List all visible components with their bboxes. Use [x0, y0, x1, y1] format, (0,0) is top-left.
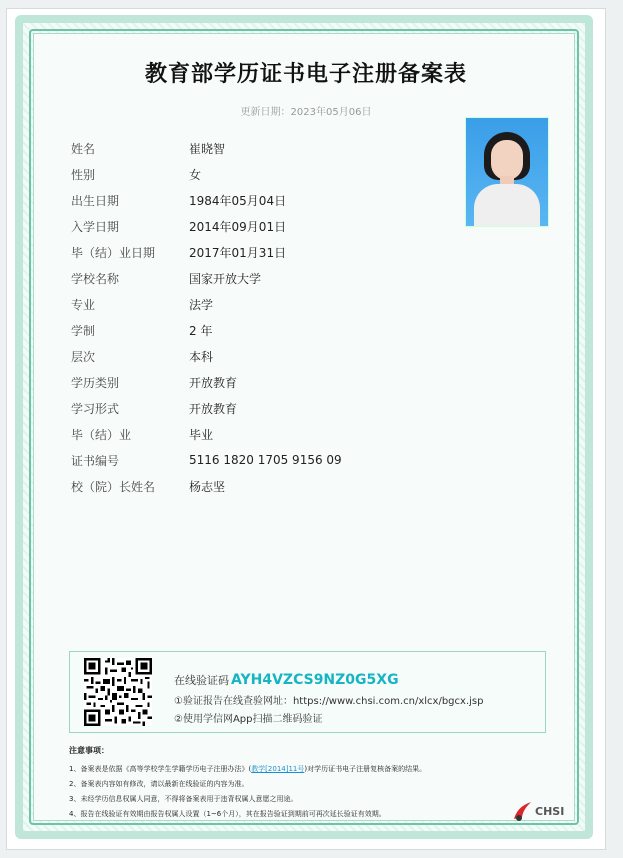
field-label: 学历类别	[71, 375, 120, 390]
info-table	[71, 135, 451, 499]
notes-section	[69, 745, 539, 822]
field-row	[71, 473, 451, 499]
field-row	[71, 369, 451, 395]
verify-app-line: ②使用学信网App扫描二维码验证	[174, 714, 323, 725]
field-value: 5116 1820 1705 9156 09	[189, 453, 342, 467]
field-row	[71, 447, 451, 473]
field-label: 出生日期	[71, 193, 120, 208]
chsi-logo-icon	[511, 799, 535, 823]
field-value: 国家开放大学	[189, 271, 262, 286]
document-sheet	[6, 8, 606, 850]
field-value: 本科	[189, 349, 214, 364]
note-item: 3、未经学历信息权属人同意，不得将备案表用于违背权属人意愿之用途。	[69, 795, 298, 803]
regulation-link[interactable]: 教学[2014]11号	[251, 765, 305, 773]
field-value: 2017年01月31日	[189, 245, 287, 260]
notes-title: 注意事项：	[69, 746, 109, 755]
field-row	[71, 187, 451, 213]
note-item	[69, 762, 539, 777]
verification-code-line	[174, 672, 399, 688]
field-row	[71, 421, 451, 447]
field-label: 证书编号	[71, 453, 120, 468]
field-label: 入学日期	[71, 219, 120, 234]
note-item: 4、报告在线验证有效期由报告权属人设置（1~6个月），其在报告验证到期前可再次延长验证有效期。	[69, 810, 386, 818]
field-label: 学校名称	[71, 271, 120, 286]
field-row	[71, 395, 451, 421]
field-value: 开放教育	[189, 401, 238, 416]
field-value: 杨志坚	[189, 479, 226, 494]
page-title: 教育部学历证书电子注册备案表	[144, 62, 467, 87]
field-label: 专业	[71, 297, 96, 312]
note-1-suffix: )对学历证书电子注册复核备案的结果。	[304, 765, 427, 773]
field-row	[71, 265, 451, 291]
field-value: 2 年	[189, 323, 213, 338]
field-label: 层次	[71, 349, 96, 364]
field-row	[71, 213, 451, 239]
field-label: 校（院）长姓名	[71, 479, 156, 494]
field-value: 毕业	[189, 427, 214, 442]
field-value: 崔晓智	[189, 141, 226, 156]
field-value: 开放教育	[189, 375, 238, 390]
field-row	[71, 317, 451, 343]
field-label: 学制	[71, 323, 96, 338]
field-label: 学习形式	[71, 401, 120, 416]
note-item: 2、备案表内容如有修改，请以最新在线验证的内容为准。	[69, 780, 249, 788]
portrait-photo	[465, 117, 549, 227]
field-label: 毕（结）业	[71, 427, 132, 442]
verify-url-line: ①验证报告在线查验网址：https://www.chsi.com.cn/xlcx/bgcx.jsp	[174, 696, 484, 707]
field-value: 女	[189, 167, 202, 182]
field-value: 法学	[189, 297, 214, 312]
qr-code-icon[interactable]	[84, 658, 152, 726]
field-row	[71, 291, 451, 317]
field-row	[71, 343, 451, 369]
field-label: 姓名	[71, 141, 96, 156]
field-value: 2014年09月01日	[189, 219, 287, 234]
chsi-logo	[511, 799, 571, 823]
field-row	[71, 161, 451, 187]
verification-box	[69, 651, 546, 733]
verification-code-label: 在线验证码	[174, 674, 229, 687]
chsi-logo-text: CHSI	[535, 805, 565, 818]
field-value: 1984年05月04日	[189, 193, 287, 208]
field-row	[71, 239, 451, 265]
update-date: 更新日期：2023年05月06日	[240, 107, 372, 118]
note-1-prefix: 1、备案表是依据《高等学校学生学籍学历电子注册办法》(	[69, 765, 252, 773]
verification-code: AYH4VZCS9NZ0G5XG	[231, 672, 399, 688]
field-label: 毕（结）业日期	[71, 245, 156, 260]
field-row	[71, 135, 451, 161]
field-label: 性别	[71, 167, 96, 182]
